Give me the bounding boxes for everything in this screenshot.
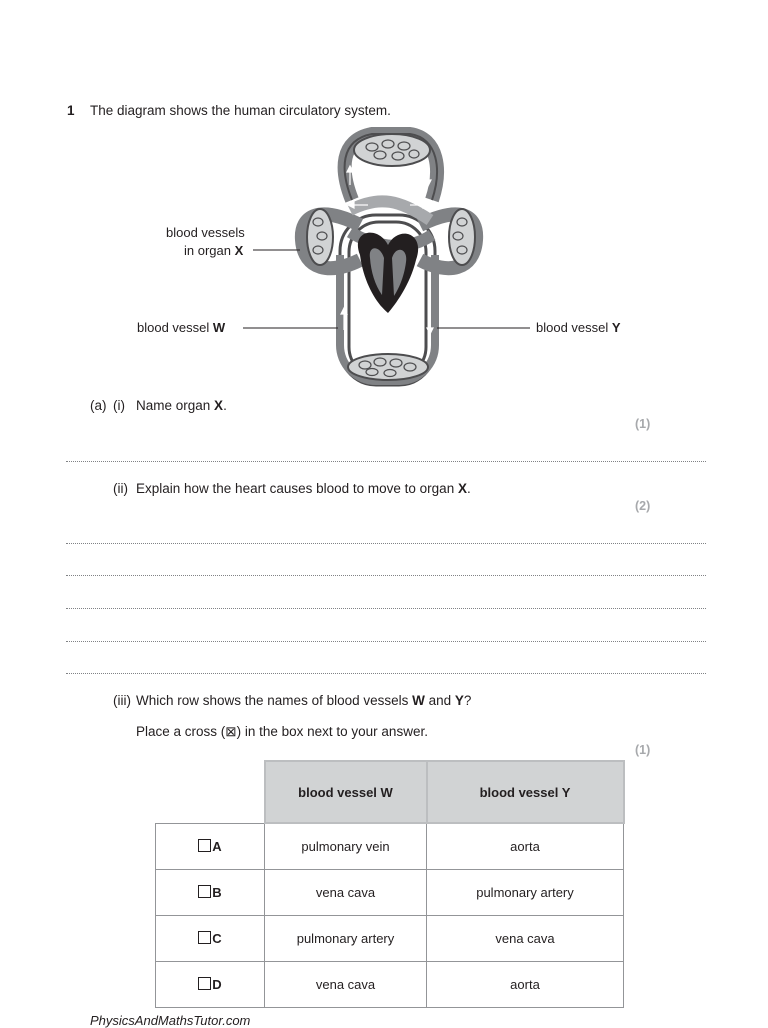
label-blood-vessel-y [536,320,621,335]
label-in-organ-text: in organ [184,243,235,258]
answer-line-a-ii-3[interactable] [66,608,706,609]
cell-c-y: vena cava [427,915,624,961]
table-row [156,961,624,1007]
part-a-i-suffix: . [223,398,227,413]
cell-c-w: pulmonary artery [265,915,427,961]
part-a-iii-text: Which row shows the names of blood vessels [136,693,413,708]
part-a-i-bold: X [214,398,224,413]
part-a-i-text: Name organ [136,398,215,413]
label-blood-vessel-w [137,320,225,335]
option-a-letter: A [212,838,222,854]
cell-d-w: vena cava [265,961,427,1007]
answer-line-a-ii-4[interactable] [66,641,706,642]
option-d-letter: D [212,976,222,992]
cell-b-y: pulmonary artery [427,869,624,915]
circulatory-diagram [0,0,768,400]
marks-a-ii: (2) [635,499,651,513]
checkbox-b[interactable] [198,885,211,898]
cell-d-y: aorta [427,961,624,1007]
header-blood-vessel-w: blood vessel W [265,761,427,823]
part-a-iii-mid: and [424,693,455,708]
question-number: 1 [67,103,75,118]
cell-b-w: vena cava [265,869,427,915]
option-c-cell[interactable] [156,915,265,961]
label-y-letter: Y [611,320,621,335]
cell-a-y: aorta [427,823,624,869]
option-d-cell[interactable] [156,961,265,1007]
table-row [156,915,624,961]
option-b-cell[interactable] [156,869,265,915]
instruction-suffix: ) in the box next to your answer. [236,724,428,739]
cross-box-icon: ⊠ [225,724,237,739]
part-a-ii-suffix: . [466,481,471,496]
cell-a-w: pulmonary vein [265,823,427,869]
part-a-label: (a) [90,398,107,413]
answer-line-a-ii-2[interactable] [66,575,706,576]
option-b-letter: B [212,884,222,900]
answer-table [155,760,625,1008]
label-y-text: blood vessel [536,320,612,335]
instruction-prefix: Place a cross ( [136,724,226,739]
part-a-ii-question [136,481,471,497]
label-w-letter: W [212,320,226,335]
part-a-iii-bold-w: W [412,693,425,708]
header-blood-vessel-y: blood vessel Y [427,761,624,823]
option-a-cell[interactable] [156,823,265,869]
checkbox-c[interactable] [198,931,211,944]
part-a-ii-bold: X [457,481,467,496]
table-row [156,823,624,869]
checkbox-a[interactable] [198,839,211,852]
part-a-iii-suffix: ? [463,693,472,708]
part-a-i-question [136,398,227,414]
part-a-iii-sub: (iii) [113,693,131,708]
answer-line-a-i[interactable] [66,461,706,462]
label-x-letter: X [234,243,244,258]
part-a-i-sub: (i) [113,398,125,413]
option-c-letter: C [212,930,222,946]
marks-a-i: (1) [635,417,651,431]
footer-site[interactable]: PhysicsAndMathsTutor.com [90,1013,251,1028]
answer-line-a-ii-5[interactable] [66,673,706,674]
question-intro: The diagram shows the human circulatory system. [90,103,391,118]
circulatory-system-image [0,0,768,400]
part-a-ii-sub: (ii) [113,481,128,496]
part-a-iii-question [136,693,471,709]
part-a-iii-bold-y: Y [454,693,464,708]
label-w-text: blood vessel [137,320,213,335]
answer-line-a-ii-1[interactable] [66,543,706,544]
checkbox-d[interactable] [198,977,211,990]
cross-instruction [136,724,428,740]
label-in-organ-x [184,243,243,258]
part-a-ii-text: Explain how the heart causes blood to move to organ [136,481,458,496]
table-corner [156,761,265,823]
table-row [156,869,624,915]
marks-a-iii: (1) [635,743,651,757]
table-header-row [156,761,624,823]
label-blood-vessels: blood vessels [166,225,245,240]
